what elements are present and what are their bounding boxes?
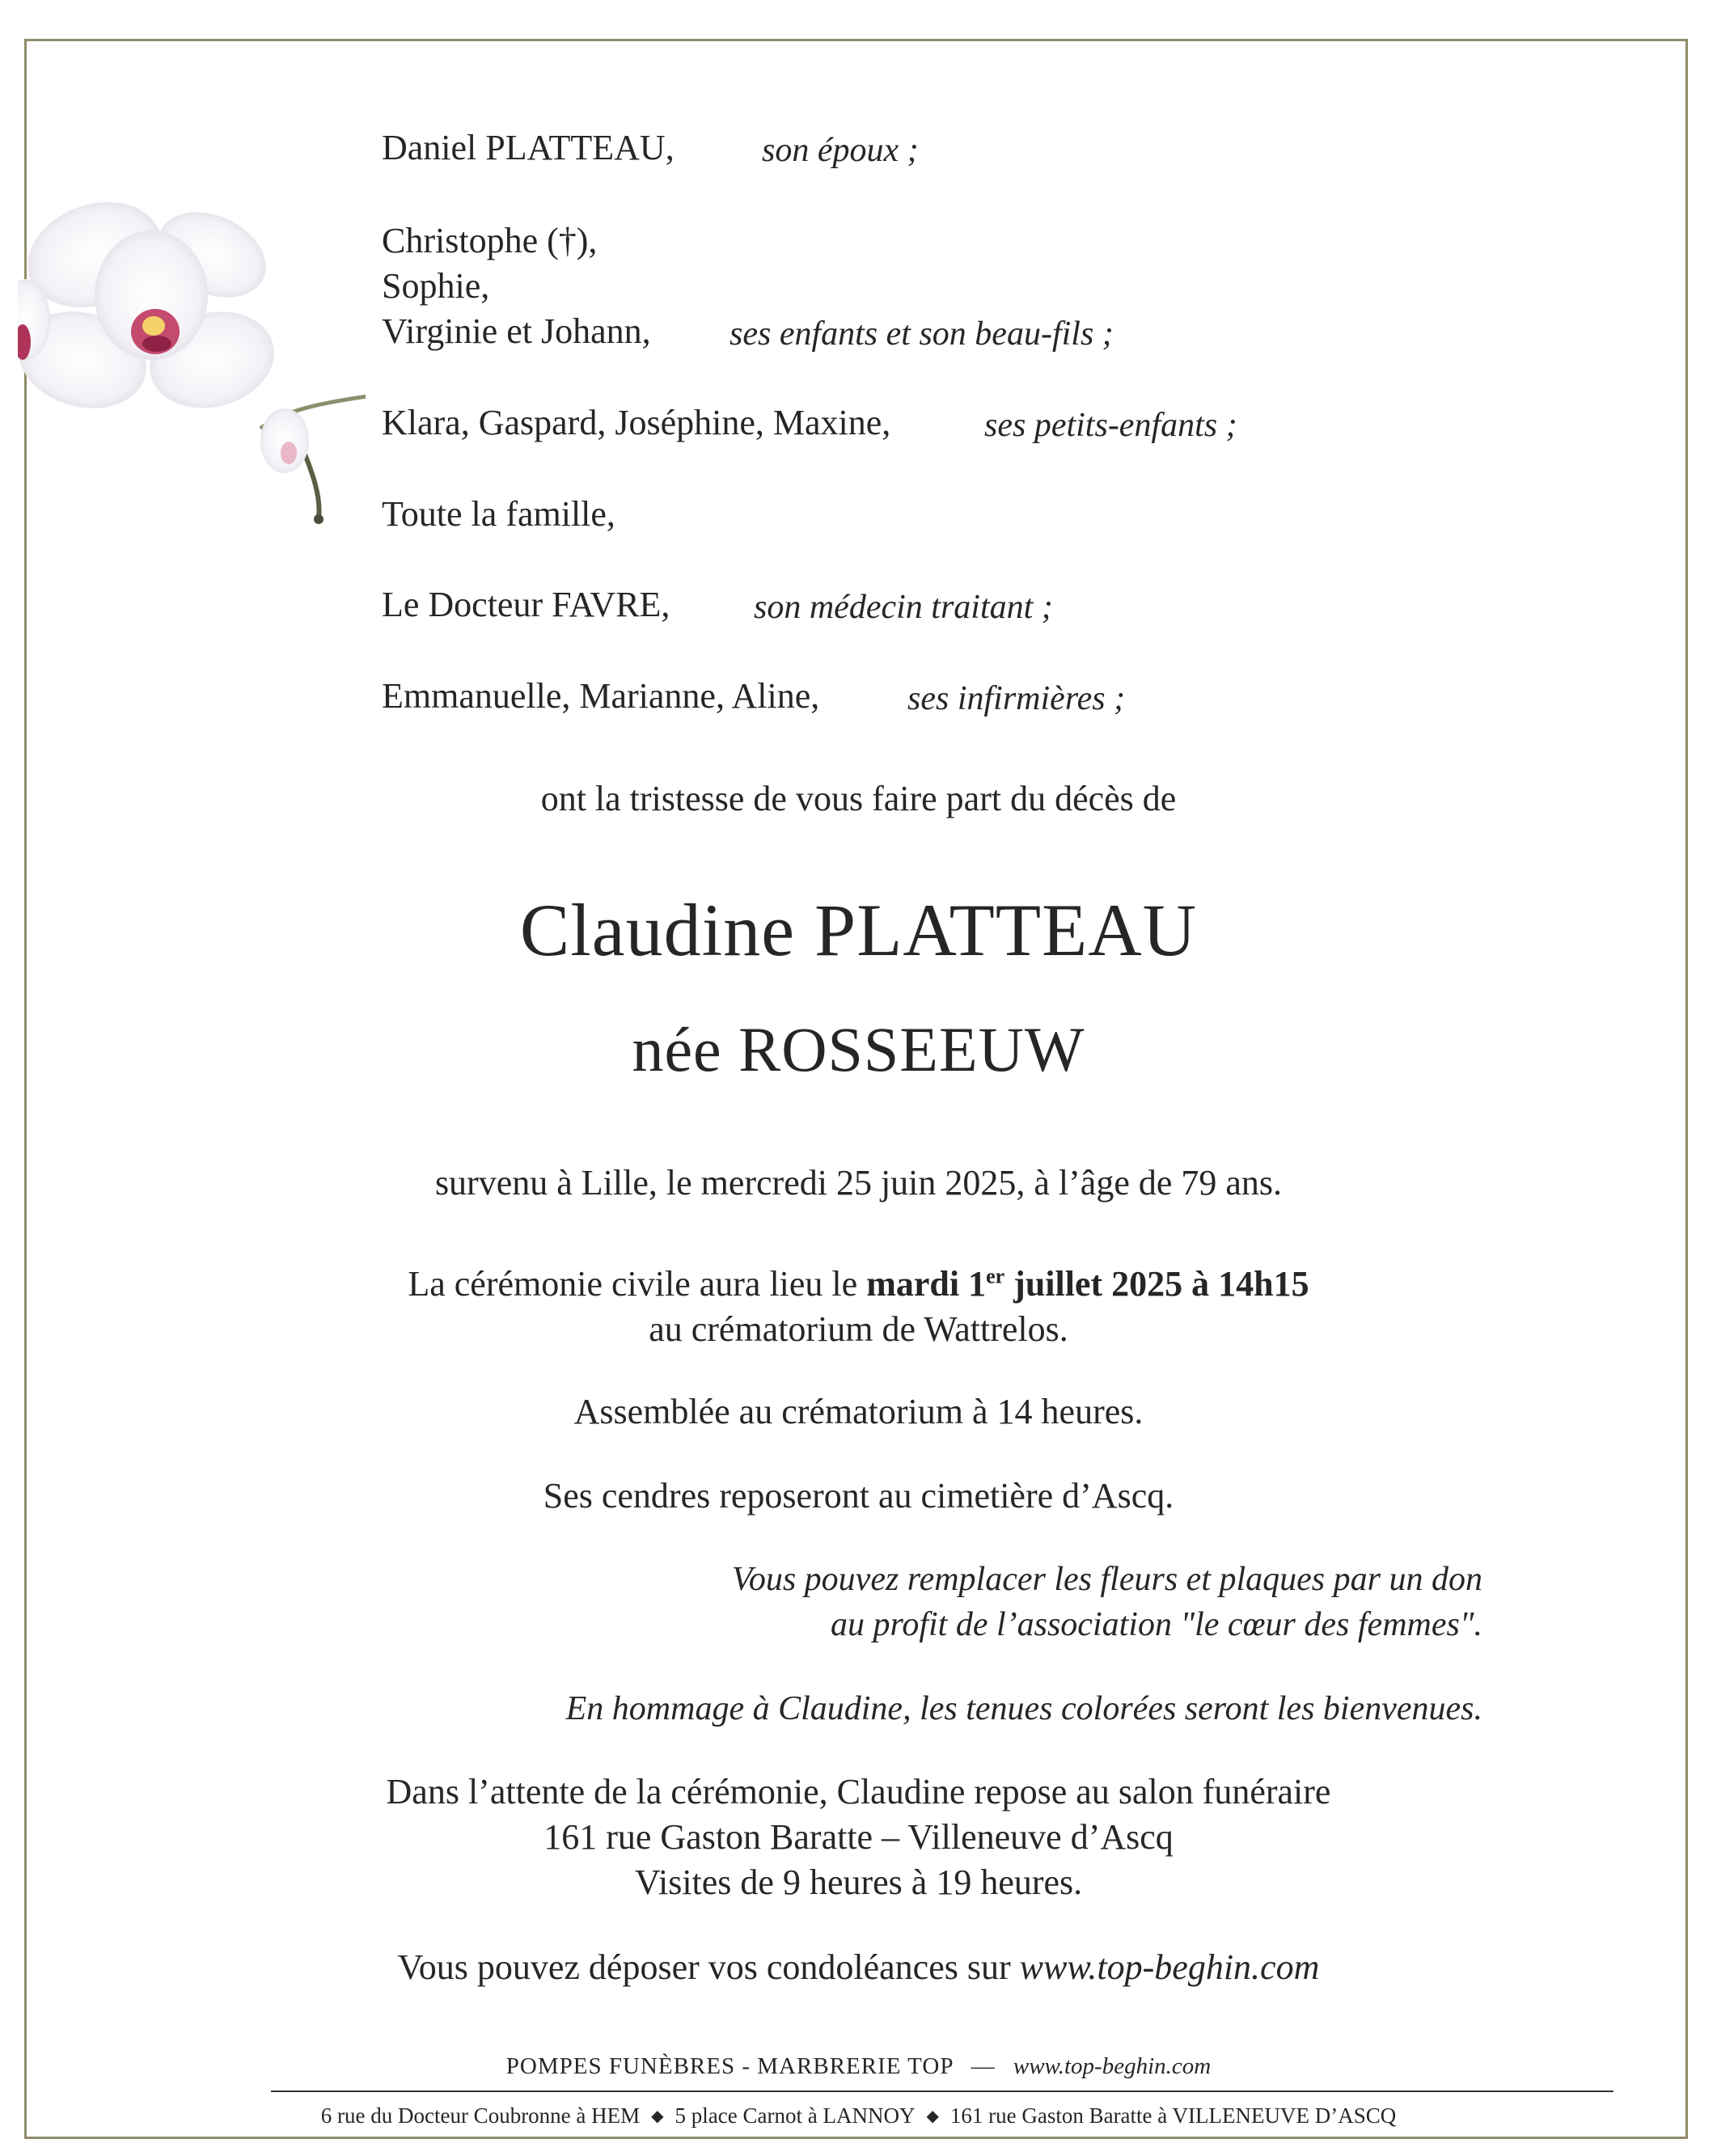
visitation-hours: Visites de 9 heures à 19 heures. — [634, 1862, 1083, 1902]
family-names: Virginie et Johann, — [382, 311, 651, 351]
donation-note-line2: au profit de l’association "le cœur des femmes". — [831, 1606, 1482, 1643]
family-role: son médecin traitant ; — [754, 589, 1053, 626]
family-role: ses infirmières ; — [907, 680, 1126, 717]
condolences-text: Vous pouvez déposer vos condoléances sur — [397, 1947, 1020, 1987]
ashes-info: Ses cendres reposeront au cimetière d’Ascq. — [543, 1476, 1174, 1516]
ceremony-date-day: mardi 1 — [866, 1264, 987, 1304]
condolences-website-link[interactable]: www.top-beghin.com — [1019, 1947, 1320, 1987]
ceremony-location: au crématorium de Wattrelos. — [649, 1309, 1068, 1349]
death-info: survenu à Lille, le mercredi 25 juin 2025, à l’âge de 79 ans. — [434, 1163, 1283, 1203]
ceremony-date-rest: juillet 2025 à 14h15 — [1004, 1264, 1309, 1304]
family-names: Klara, Gaspard, Joséphine, Maxine, — [382, 403, 891, 442]
family-role: son époux ; — [762, 132, 919, 169]
condolences-line — [0, 1945, 1717, 1990]
family-names: Daniel PLATTEAU, — [382, 128, 675, 167]
family-names: Toute la famille, — [382, 494, 615, 534]
footer-address-hem: 6 rue du Docteur Coubronne à HEM — [320, 2103, 641, 2128]
ceremony-date-line — [0, 1262, 1717, 1307]
family-names: Sophie, — [382, 266, 490, 306]
footer-company: POMPES FUNÈBRES - MARBRERIE TOP — [505, 2053, 954, 2079]
family-names: Christophe (†), — [382, 221, 598, 260]
maiden-name: née ROSSEEUW — [632, 1014, 1085, 1084]
visitation-line1: Dans l’attente de la cérémonie, Claudine repose au salon funéraire — [386, 1772, 1331, 1811]
orchid-flower-illustration — [18, 198, 366, 538]
announcement-intro: ont la tristesse de vous faire part du décès de — [540, 779, 1177, 818]
family-role: ses petits-enfants ; — [984, 407, 1237, 444]
diamond-icon: ◆ — [651, 2107, 664, 2125]
diamond-icon: ◆ — [926, 2107, 939, 2125]
family-names: Le Docteur FAVRE, — [382, 585, 670, 624]
ceremony-date-sup: er — [986, 1264, 1005, 1288]
assembly-info: Assemblée au crématorium à 14 heures. — [573, 1392, 1144, 1431]
dress-code-note: En hommage à Claudine, les tenues colorées seront les bienvenues. — [565, 1690, 1482, 1727]
footer-address-villeneuve: 161 rue Gaston Baratte à VILLENEUVE D’ASCQ — [949, 2103, 1397, 2128]
footer-addresses — [0, 2099, 1717, 2133]
footer-company-line — [0, 2050, 1717, 2082]
family-role: ses enfants et son beau-fils ; — [730, 315, 1114, 353]
deceased-name: Claudine PLATTEAU — [519, 889, 1198, 971]
footer-address-lannoy: 5 place Carnot à LANNOY — [675, 2103, 916, 2128]
visitation-address: 161 rue Gaston Baratte – Villeneuve d’Ascq — [543, 1817, 1174, 1857]
ceremony-prefix: La cérémonie civile aura lieu le — [408, 1264, 867, 1304]
footer-divider — [271, 2090, 1613, 2092]
footer-separator: — — [971, 2053, 996, 2079]
donation-note-line1: Vous pouvez remplacer les fleurs et plaques par un don — [731, 1561, 1482, 1598]
footer-website-link[interactable]: www.top-beghin.com — [1013, 2053, 1212, 2079]
family-names: Emmanuelle, Marianne, Aline, — [382, 676, 820, 716]
